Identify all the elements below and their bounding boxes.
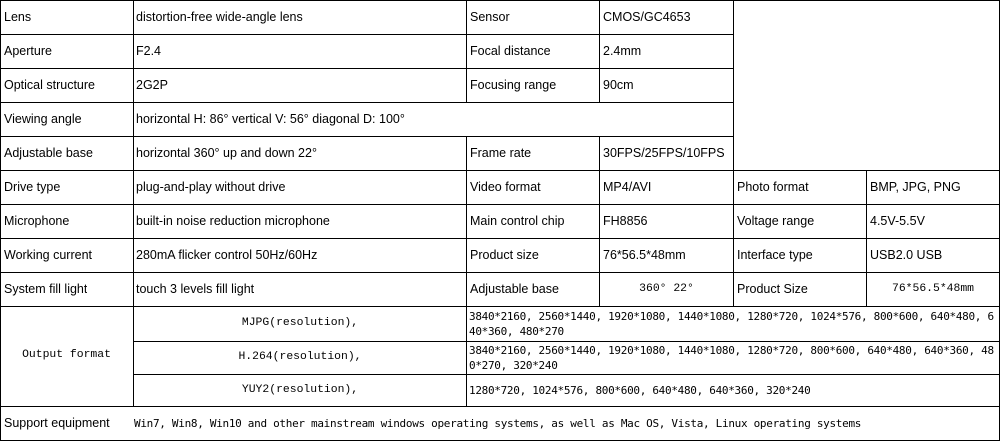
border-line (0, 0, 1, 441)
value-focal-distance: 2.4mm (603, 44, 642, 58)
value-aperture: F2.4 (136, 44, 162, 58)
label-sensor: Sensor (470, 10, 510, 24)
border-line (466, 0, 467, 102)
value-focusing-range: 90cm (603, 78, 634, 92)
border-line (0, 238, 1000, 239)
label-drive-type: Drive type (4, 180, 61, 194)
border-line (133, 341, 1000, 342)
value-main-control-chip: FH8856 (603, 214, 648, 228)
border-line (0, 170, 1000, 171)
label-video-format: Video format (470, 180, 541, 194)
label-aperture: Aperture (4, 44, 52, 58)
output-h264-value: 3840*2160, 2560*1440, 1920*1080, 1440*1080, 1280*720, 800*600, 640*480, 640*360, 480*270, 320*240 (469, 344, 994, 372)
value-sensor: CMOS/GC4653 (603, 10, 691, 24)
border-line (0, 406, 1000, 407)
value-support-equipment: Win7, Win8, Win10 and other mainstream windows operating systems, as well as Mac OS, Vista, Linux operating systems (134, 417, 862, 430)
border-line (599, 0, 600, 102)
value-lens: distortion-free wide-angle lens (136, 10, 303, 24)
label-optical-structure: Optical structure (4, 78, 96, 92)
border-line (133, 0, 134, 406)
label-support-equipment: Support equipment (4, 416, 110, 430)
label-output-format: Output format (22, 349, 111, 361)
label-photo-format: Photo format (737, 180, 809, 194)
output-mjpg-name: MJPG(resolution), (241, 317, 359, 329)
border-line (733, 0, 734, 307)
label-product-size-2: Product Size (737, 282, 808, 296)
border-line (0, 306, 1000, 307)
value-frame-rate: 30FPS/25FPS/10FPS (603, 146, 725, 160)
border-line (133, 374, 1000, 375)
label-frame-rate: Frame rate (470, 146, 532, 160)
label-lens: Lens (4, 10, 32, 24)
value-microphone: built-in noise reduction microphone (136, 214, 330, 228)
value-photo-format: BMP, JPG, PNG (870, 180, 961, 194)
value-optical-structure: 2G2P (136, 78, 168, 92)
value-system-fill-light: touch 3 levels fill light (136, 282, 255, 296)
border-line (0, 272, 1000, 273)
value-adjustable-base-2: 360° 22° (639, 283, 694, 295)
label-focal-distance: Focal distance (470, 44, 551, 58)
value-product-size: 76*56.5*48mm (603, 248, 686, 262)
border-line (0, 68, 734, 69)
value-product-size-2: 76*56.5*48mm (891, 283, 975, 295)
border-line (0, 34, 734, 35)
value-working-current: 280mA flicker control 50Hz/60Hz (136, 248, 318, 262)
output-mjpg-value: 3840*2160, 2560*1440, 1920*1080, 1440*1080, 1280*720, 1024*576, 800*600, 640*480, 640*360, 480*270 (469, 310, 994, 338)
value-video-format: MP4/AVI (603, 180, 652, 194)
label-adjustable-base-2: Adjustable base (470, 282, 559, 296)
label-viewing-angle: Viewing angle (4, 112, 82, 126)
value-viewing-angle: horizontal H: 86° vertical V: 56° diagonal D: 100° (136, 112, 405, 126)
label-product-size: Product size (470, 248, 539, 262)
border-line (0, 136, 734, 137)
border-line (466, 136, 467, 407)
label-system-fill-light: System fill light (4, 282, 88, 296)
value-adjustable-base: horizontal 360° up and down 22° (136, 146, 317, 160)
label-adjustable-base: Adjustable base (4, 146, 93, 160)
label-interface-type: Interface type (737, 248, 813, 262)
border-line (0, 204, 1000, 205)
value-interface-type: USB2.0 USB (870, 248, 943, 262)
label-microphone: Microphone (4, 214, 70, 228)
value-drive-type: plug-and-play without drive (136, 180, 286, 194)
border-line (0, 0, 1000, 1)
border-line (0, 102, 734, 103)
label-working-current: Working current (4, 248, 92, 262)
label-focusing-range: Focusing range (470, 78, 557, 92)
output-h264-name: H.264(resolution), (238, 351, 362, 363)
label-main-control-chip: Main control chip (470, 214, 565, 228)
output-yuy2-name: YUY2(resolution), (241, 384, 359, 396)
label-voltage-range: Voltage range (737, 214, 815, 228)
value-voltage-range: 4.5V-5.5V (870, 214, 925, 228)
output-yuy2-value: 1280*720, 1024*576, 800*600, 640*480, 640*360, 320*240 (469, 384, 811, 397)
